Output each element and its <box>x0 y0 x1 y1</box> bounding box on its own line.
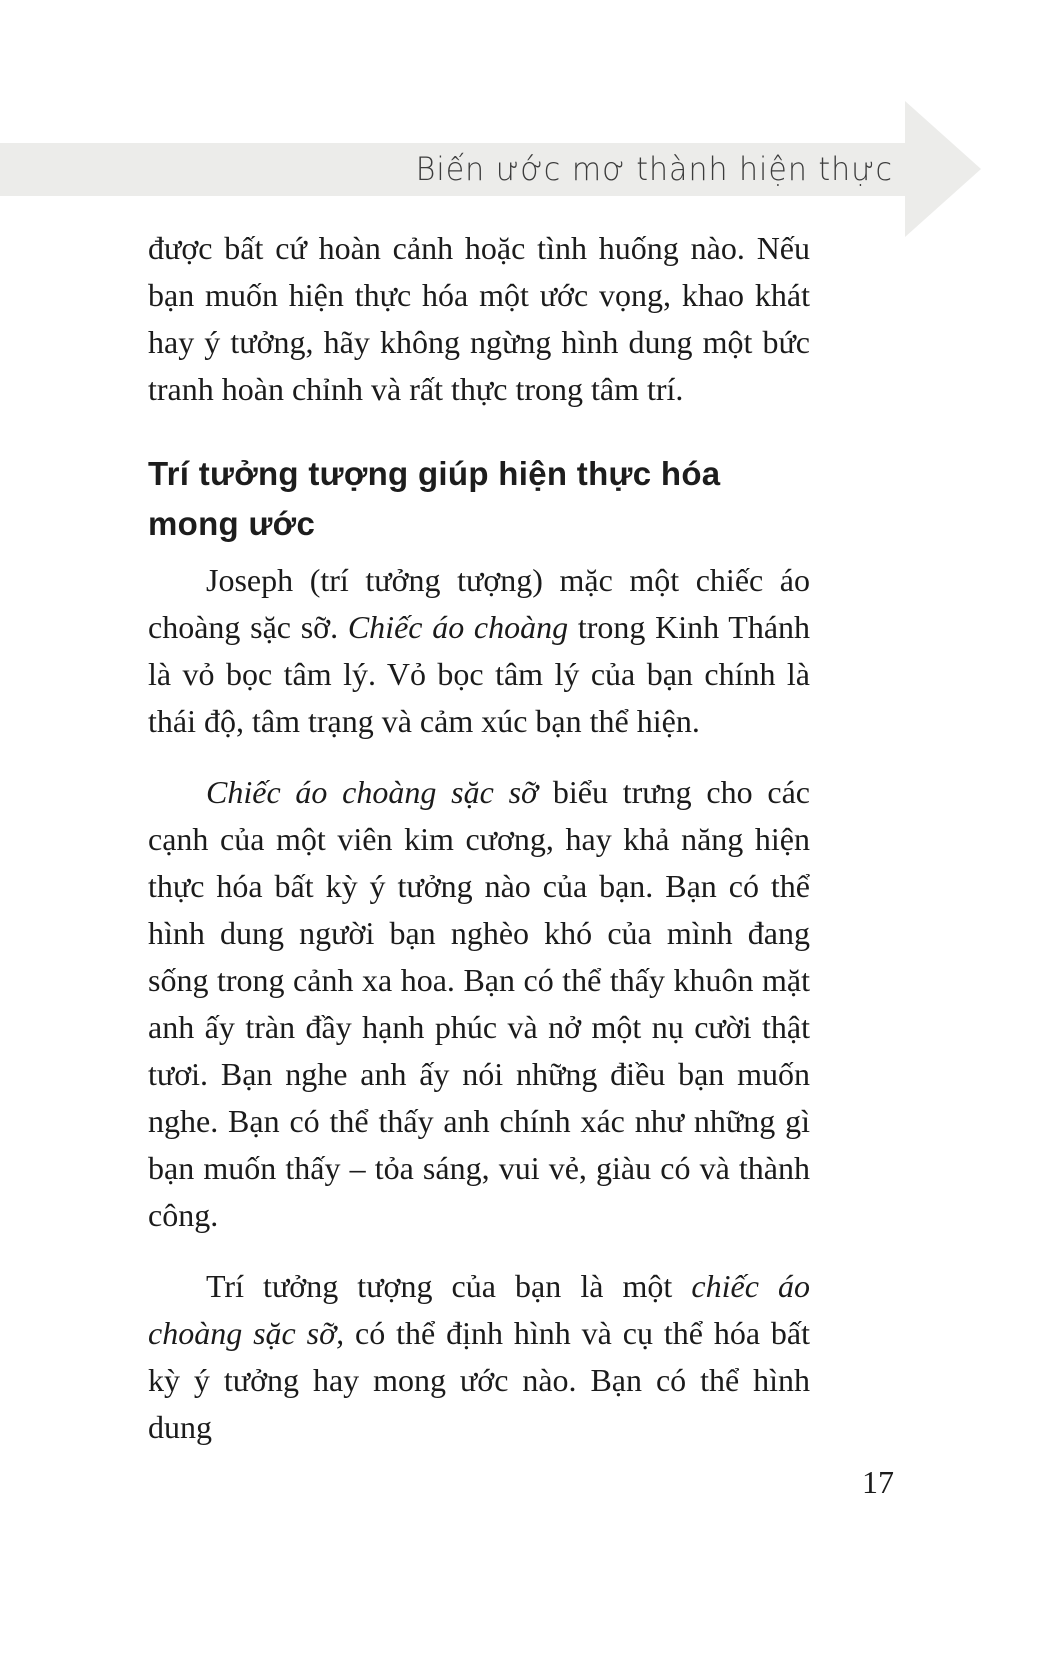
italic-segment: Chiếc áo choàng <box>347 609 569 645</box>
text-segment: Joseph (trí tưởng tượng) mặc một chiếc áo choàng sặc sỡ. <box>148 562 810 645</box>
paragraph <box>148 1263 810 1451</box>
text-segment: biểu trưng cho các cạnh của một viên kim cương, hay khả năng hiện thực hóa bất kỳ ý tưởng nào của bạn. Bạn có thể hình dung người bạn nghèo khó của mình đang sống trong cảnh xa hoa. Bạn có thể thấy khuôn mặt anh ấy tràn đầy hạnh phúc và nở một nụ cười thật tươi. Bạn nghe anh ấy nói những điều bạn muốn nghe. Bạn có thể thấy anh chính xác như những gì bạn muốn thấy – tỏa sáng, vui vẻ, giàu có và thành công. <box>148 774 811 1233</box>
header-arrow-banner <box>0 143 905 196</box>
page-number: 17 <box>862 1464 894 1500</box>
arrowhead-icon <box>905 101 981 237</box>
page-body <box>148 225 810 1451</box>
section-heading-line1: Trí tưởng tượng giúp hiện thực hóa <box>148 455 721 492</box>
running-header-title: Biến ước mơ thành hiện thực <box>415 150 893 189</box>
text-segment: trong Kinh Thánh là vỏ bọc tâm lý. Vỏ bọc tâm lý của bạn chính là thái độ, tâm trạng và cảm xúc bạn thể hiện. <box>148 609 811 739</box>
paragraph <box>148 769 810 1239</box>
section-heading-line2: mong ước <box>148 505 316 542</box>
intro-paragraph: được bất cứ hoàn cảnh hoặc tình huống nào. Nếu bạn muốn hiện thực hóa một ước vọng, khao khát hay ý tưởng, hãy không ngừng hình dung một bức tranh hoàn chỉnh và rất thực trong tâm trí. <box>148 230 810 407</box>
italic-segment: chiếc áo choàng sặc sỡ, <box>148 1268 811 1351</box>
italic-segment: Chiếc áo choàng sặc sỡ <box>206 774 539 810</box>
section-heading <box>148 449 810 549</box>
text-segment: Trí tưởng tượng của bạn là một <box>206 1268 692 1304</box>
paragraph <box>148 557 810 745</box>
text-segment: có thể định hình và cụ thể hóa bất kỳ ý tưởng hay mong ước nào. Bạn có thể hình dung <box>148 1315 811 1445</box>
